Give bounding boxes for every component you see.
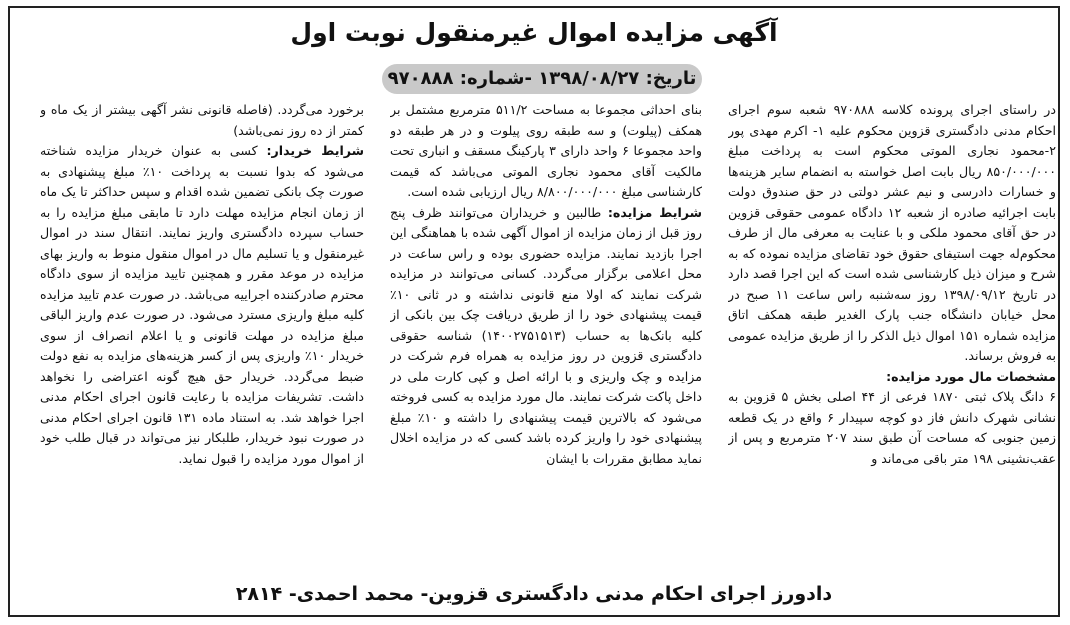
column-left-heading: شرایط خریدار: — [266, 143, 364, 158]
column-right-heading: مشخصات مال مورد مزایده: — [886, 368, 1056, 384]
column-middle — [390, 100, 702, 580]
date-number-bar: تاریخ: ۱۳۹۸/۰۸/۲۷ -شماره: ۹۷۰۸۸۸ — [382, 64, 702, 94]
notice-title: آگهی مزایده اموال غیرمنقول نوبت اول — [290, 18, 778, 47]
notice-frame — [8, 6, 1060, 617]
column-right-paragraph-1: در راستای اجرای پرونده کلاسه ۹۷۰۸۸۸ شعبه سوم اجرای احکام مدنی دادگستری قزوین محکوم علیه ۱- اکرم مهدی پور ۲-محمود نجاری الموتی محکوم است به پرداخت مبلغ ۸۵۰/۰۰۰/۰۰۰ ریال بابت اصل خواسته به انضمام سایر هزینه‌ها و خسارات دادرسی و نیم عشر دولتی در حق صندوق دولت بابت اجرائیه صادره از شعبه ۱۲ دادگاه عمومی حقوقی قزوین در حق آقای محمود ملکی و با عنایت به معرفی مال از طرف محکوم‌له جهت استیفای حقوق خود تقاضای مزایده نموده که به شرح و میزان ذیل کارشناسی شده است که این اجرا قصد دارد در تاریخ ۱۳۹۸/۰۹/۱۲ روز سه‌شنبه راس ساعت ۱۱ صبح در محل خیابان دانشگاه جنب پارک الغدیر طبقه همکف اتاق مزایده شماره ۱۵۱ اموال ذیل الذکر را از طریق مزایده عمومی به فروش برساند. — [728, 102, 1056, 363]
column-left — [40, 100, 364, 580]
column-right-paragraph-2: ۶ دانگ پلاک ثبتی ۱۸۷۰ فرعی از ۴۴ اصلی بخش ۵ قزوین به نشانی شهرک دانش فاز دو کوچه سپیدار ۶ واقع در یک قطعه زمین جنوبی که مساحت آن طبق سند ۲۰۷ مترمربع و پس از عقب‌نشینی ۱۹۸ متر باقی می‌ماند و — [728, 389, 1056, 466]
column-middle-paragraph-2: طالبین و خریداران می‌توانند ظرف پنج روز قبل از زمان مزایده از اموال آگهی شده با هماهنگی این اجرا بازدید نمایند. مزایده حضوری بوده و راس ساعت در محل اعلامی برگزار می‌گردد. کسانی می‌توانند در مزایده شرکت نمایند که اولا منع قانونی نداشته و در ثانی ۱۰٪ قیمت پیشنهادی خود را از طریق دریافت چک بین بانکی از کلیه بانک‌ها به حساب (۱۴۰۰۲۷۵۱۵۱۳) شناسه حقوقی دادگستری قزوین در روز مزایده به همراه فرم شرکت در مزایده و چک واریزی و با ارائه اصل و کپی کارت ملی در داخل پاکت شرکت نمایند. مال مورد مزایده به کسی فروخته می‌شود که بالاترین قیمت پیشنهادی را داشته و ۱۰٪ مبلغ پیشنهادی خود را واریز کرده باشد کسی که در مزایده اخلال نماید مطابق مقررات با ایشان — [390, 204, 702, 466]
column-left-paragraph-2: کسی به عنوان خریدار مزایده شناخته می‌شود که بدوا نسبت به پرداخت ۱۰٪ مبلغ پیشنهادی به صورت چک بانکی تضمین شده اقدام و سپس حداکثر تا یک ماه از زمان انجام مزایده مهلت دارد تا مابقی مبلغ مزایده را به حساب سپرده دادگستری واریز نمایند. انتقال سند در اموال غیرمنقول و یا تسلیم مال در اموال منقول منوط به واریز بهای مزایده در موعد مقرر و همچنین تایید مزایده از سوی دادگاه محترم صادرکننده اجراییه می‌باشد. در صورت عدم تایید مزایده کلیه مبلغ واریزی مسترد می‌شود. در صورت عدم واریز الباقی مبلغ مزایده در مهلت قانونی و یا اعلام انصراف از سوی خریدار ۱۰٪ واریزی پس از کسر هزینه‌های مزایده به نفع دولت ضبط می‌گردد. خریدار حق هیچ گونه اعتراضی را نخواهد داشت. تشریفات مزایده با رعایت قانون اجرای احکام مدنی اجرا خواهد شد. به استناد ماده ۱۳۱ قانون اجرای احکام مدنی در صورت نبود خریدار، طلبکار نیز می‌تواند در قبال طلب خود از اموال مورد مزایده را قبول نماید. — [40, 143, 364, 466]
column-middle-heading: شرایط مزایده: — [607, 204, 702, 220]
column-left-paragraph-1: برخورد می‌گردد. (فاصله قانونی نشر آگهی بیشتر از یک ماه و کمتر از ده روز نمی‌باشد) — [40, 102, 364, 138]
column-right — [728, 100, 1056, 580]
column-middle-paragraph-1: بنای احداثی مجموعا به مساحت ۵۱۱/۲ مترمربع مشتمل بر همکف (پیلوت) و سه طبقه روی پیلوت و در هر طبقه دو واحد مجموعا ۶ واحد دارای ۳ پارکینگ مسقف و انباری تحت مالکیت آقای محمود نجاری الموتی می‌باشد که قیمت کارشناسی مبلغ ۸/۸۰۰/۰۰۰/۰۰۰ ریال ارزیابی شده است. — [390, 102, 702, 199]
notice-footer-signature: دادورز اجرای احکام مدنی دادگستری قزوین- محمد احمدی- ۲۸۱۴ — [235, 583, 833, 605]
